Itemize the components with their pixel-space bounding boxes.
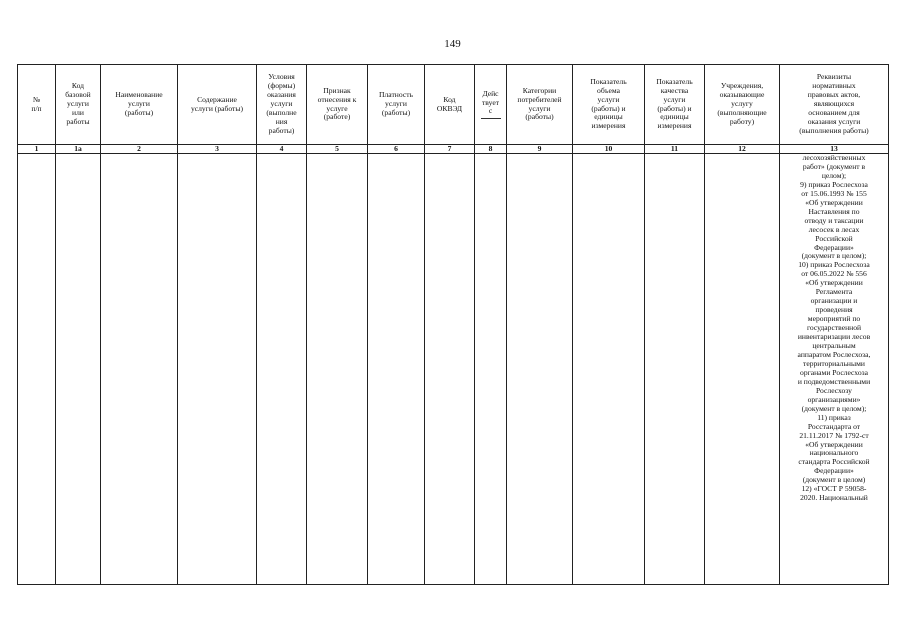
legal-acts-line: от 15.06.1993 № 155 <box>801 188 867 198</box>
column-number: 6 <box>368 145 425 154</box>
header-label: № п/п <box>31 94 42 113</box>
column-number: 8 <box>475 145 507 154</box>
header-label: Код ОКВЭД <box>436 94 463 113</box>
legal-acts-cell <box>780 154 889 585</box>
header-cell <box>307 65 368 145</box>
column-number-row <box>18 145 889 154</box>
header-row <box>18 65 889 145</box>
header-label: Платность услуги (работы) <box>379 90 413 117</box>
legal-acts-line: мероприятий по <box>807 314 861 324</box>
column-number: 2 <box>101 145 178 154</box>
legal-acts-line: Наставления по <box>808 206 860 216</box>
column-number: 9 <box>507 145 573 154</box>
table-cell <box>475 154 507 585</box>
legal-acts-line: целом); <box>821 170 847 180</box>
column-number: 3 <box>178 145 257 154</box>
header-label: Условия (формы) оказания услуги (выполне ния работы) <box>266 72 297 135</box>
header-cell <box>257 65 307 145</box>
header-label: Код базовой услуги или работы <box>65 81 91 126</box>
legal-acts-line: Российской <box>815 233 853 243</box>
table-cell <box>573 154 645 585</box>
legal-acts-line: Рослесхозу <box>816 385 852 395</box>
legal-acts-line: 11) приказ <box>817 412 851 422</box>
table-cell <box>257 154 307 585</box>
legal-acts-line: государственной <box>806 323 862 333</box>
table-cell <box>645 154 705 585</box>
services-registry-table <box>17 64 889 585</box>
header-label: Категории потребителей услуги (работы) <box>517 85 562 122</box>
legal-acts-line: «Об утверждении <box>805 439 863 449</box>
column-number: 7 <box>425 145 475 154</box>
column-number: 1 <box>18 145 56 154</box>
header-cell <box>645 65 705 145</box>
header-label: Учреждения, оказывающие услугу (выполняющие работу) <box>717 81 767 126</box>
legal-acts-line: и подведомственными <box>797 376 871 386</box>
legal-acts-line: от 06.05.2022 № 556 <box>801 269 867 279</box>
header-cell <box>705 65 780 145</box>
legal-acts-line: территориальными <box>803 358 865 368</box>
legal-acts-line: 10) приказ Рослесхоза <box>798 260 870 270</box>
legal-acts-line: 21.11.2017 № 1792-ст <box>799 430 869 440</box>
legal-acts-line: «Об утверждении <box>805 197 863 207</box>
header-label: Содержание услуги (работы) <box>190 94 244 113</box>
column-number: 1а <box>56 145 101 154</box>
header-label: Показатель качества услуги (работы) и единицы измерения <box>656 76 693 131</box>
legal-acts-line: национального <box>809 448 859 458</box>
header-cell <box>425 65 475 145</box>
page-number: 149 <box>444 38 461 50</box>
column-number: 5 <box>307 145 368 154</box>
header-cell <box>475 65 507 145</box>
legal-acts-line: 2020. Национальный <box>800 493 868 503</box>
legal-acts-line: аппаратом Рослесхоза, <box>797 349 871 359</box>
table-cell <box>56 154 101 585</box>
column-number: 10 <box>573 145 645 154</box>
column-number: 11 <box>645 145 705 154</box>
legal-acts-line: организации и <box>810 296 858 306</box>
table-row <box>18 154 889 585</box>
header-label: Реквизиты нормативных правовых актов, являющихся основанием для оказания услуги (выполнения работы) <box>799 72 869 135</box>
legal-acts-line: инвентаризации лесов <box>797 332 871 342</box>
header-cell <box>507 65 573 145</box>
legal-acts-line: центральным <box>812 341 856 351</box>
column-number: 12 <box>705 145 780 154</box>
header-cell <box>573 65 645 145</box>
legal-acts-line: организациями» <box>807 394 861 404</box>
table-cell <box>368 154 425 585</box>
legal-acts-line: лесохозяйственных <box>802 153 866 162</box>
header-label: Показатель объема услуги (работы) и единицы измерения <box>590 76 627 131</box>
legal-acts-line: отводу и таксации <box>804 215 864 225</box>
legal-acts-line: работ» (документ в <box>802 161 866 171</box>
legal-acts-line: (документ в целом); <box>801 251 867 261</box>
header-cell <box>18 65 56 145</box>
legal-acts-line: (документ в целом); <box>801 403 867 413</box>
header-label: Признак отнесения к услуге (работе) <box>317 85 357 122</box>
table-cell <box>425 154 475 585</box>
table-cell <box>101 154 178 585</box>
legal-acts-line: 9) приказ Рослесхоза <box>800 179 868 189</box>
header-cell <box>101 65 178 145</box>
table-cell <box>507 154 573 585</box>
legal-acts-line: Регламента <box>815 287 853 297</box>
header-label: Дейс твует с <box>481 88 500 116</box>
legal-acts-line: Федерации» <box>814 242 854 252</box>
table-cell <box>307 154 368 585</box>
legal-acts-line: проведения <box>815 305 853 315</box>
legal-acts-line: «Об утверждении <box>805 278 863 288</box>
legal-acts-line: Росстандарта от <box>807 421 861 431</box>
table-cell <box>18 154 56 585</box>
header-cell <box>780 65 889 145</box>
legal-acts-line: стандарта Российской <box>798 457 870 467</box>
header-label: Наименование услуги (работы) <box>115 90 163 117</box>
table-cell <box>178 154 257 585</box>
header-cell <box>178 65 257 145</box>
column-number: 4 <box>257 145 307 154</box>
blank-line-mark <box>481 118 501 119</box>
column-number: 13 <box>780 145 889 154</box>
legal-acts-line: Федерации» <box>814 466 854 476</box>
legal-acts-line: лесосек в лесах <box>808 224 860 234</box>
legal-acts-line: органами Рослесхоза <box>800 367 868 377</box>
header-cell <box>368 65 425 145</box>
table-cell <box>705 154 780 585</box>
legal-acts-line: 12) «ГОСТ Р 59058- <box>801 484 867 494</box>
legal-acts-line: (документ в целом) <box>802 475 866 485</box>
header-cell <box>56 65 101 145</box>
